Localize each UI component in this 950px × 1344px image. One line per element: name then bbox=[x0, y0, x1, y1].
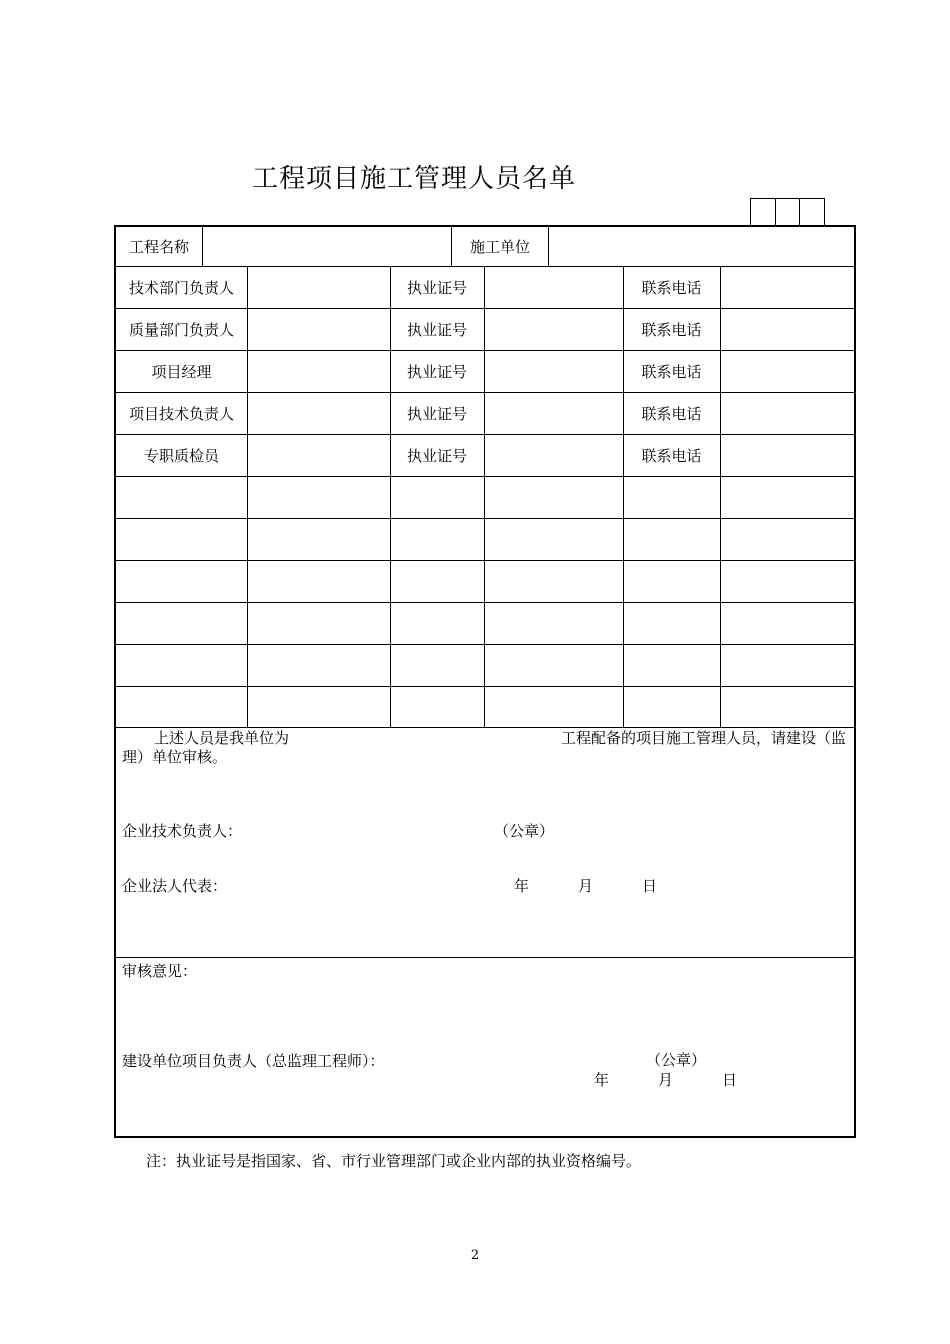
owner-seal-label: （公章） bbox=[646, 1051, 707, 1069]
decl-day-label: 日 bbox=[642, 877, 658, 895]
review-opinion-label: 审核意见： bbox=[122, 962, 198, 980]
phone-label: 联系电话 bbox=[641, 447, 702, 465]
declaration-line1-end: 工程配备的项目施工管理人员，请建设（监 bbox=[560, 729, 846, 747]
role-project-manager: 项目经理 bbox=[151, 363, 212, 381]
form-code-boxes bbox=[750, 198, 825, 225]
declaration-line2: 理）单位审核。 bbox=[122, 748, 228, 766]
phone-label: 联系电话 bbox=[641, 279, 702, 297]
role-quality-dept-head: 质量部门负责人 bbox=[128, 321, 234, 339]
role-project-tech-head: 项目技术负责人 bbox=[128, 405, 234, 423]
role-quality-inspector: 专职质检员 bbox=[143, 447, 219, 465]
phone-label: 联系电话 bbox=[641, 363, 702, 381]
project-name-label: 工程名称 bbox=[128, 237, 189, 256]
phone-label: 联系电话 bbox=[641, 405, 702, 423]
declaration-text bbox=[122, 729, 846, 767]
construction-unit-label: 施工单位 bbox=[469, 237, 530, 256]
footnote: 注：执业证号是指国家、省、市行业管理部门或企业内部的执业资格编号。 bbox=[146, 1152, 642, 1170]
page-number: 2 bbox=[470, 1248, 480, 1263]
owner-rep-label: 建设单位项目负责人（总监理工程师）： bbox=[122, 1052, 385, 1070]
review-year-label: 年 bbox=[594, 1071, 610, 1089]
license-label: 执业证号 bbox=[406, 447, 467, 465]
construction-unit-field[interactable] bbox=[549, 226, 854, 266]
license-label: 执业证号 bbox=[406, 363, 467, 381]
legal-rep-label: 企业法人代表： bbox=[122, 877, 228, 895]
tech-head-label: 企业技术负责人： bbox=[122, 822, 243, 840]
review-day-label: 日 bbox=[722, 1071, 738, 1089]
decl-month-label: 月 bbox=[578, 877, 594, 895]
page-title: 工程项目施工管理人员名单 bbox=[252, 164, 577, 194]
license-label: 执业证号 bbox=[406, 279, 467, 297]
declaration-line1-start: 上述人员是我单位为 bbox=[154, 729, 290, 747]
code-box[interactable] bbox=[751, 199, 775, 225]
license-label: 执业证号 bbox=[406, 405, 467, 423]
project-name-field[interactable] bbox=[203, 226, 451, 266]
phone-label: 联系电话 bbox=[641, 321, 702, 339]
role-tech-dept-head: 技术部门负责人 bbox=[128, 279, 234, 297]
code-box[interactable] bbox=[799, 199, 824, 225]
decl-year-label: 年 bbox=[514, 877, 530, 895]
company-seal-label: （公章） bbox=[494, 822, 555, 840]
review-month-label: 月 bbox=[658, 1071, 674, 1089]
license-label: 执业证号 bbox=[406, 321, 467, 339]
code-box[interactable] bbox=[775, 199, 800, 225]
